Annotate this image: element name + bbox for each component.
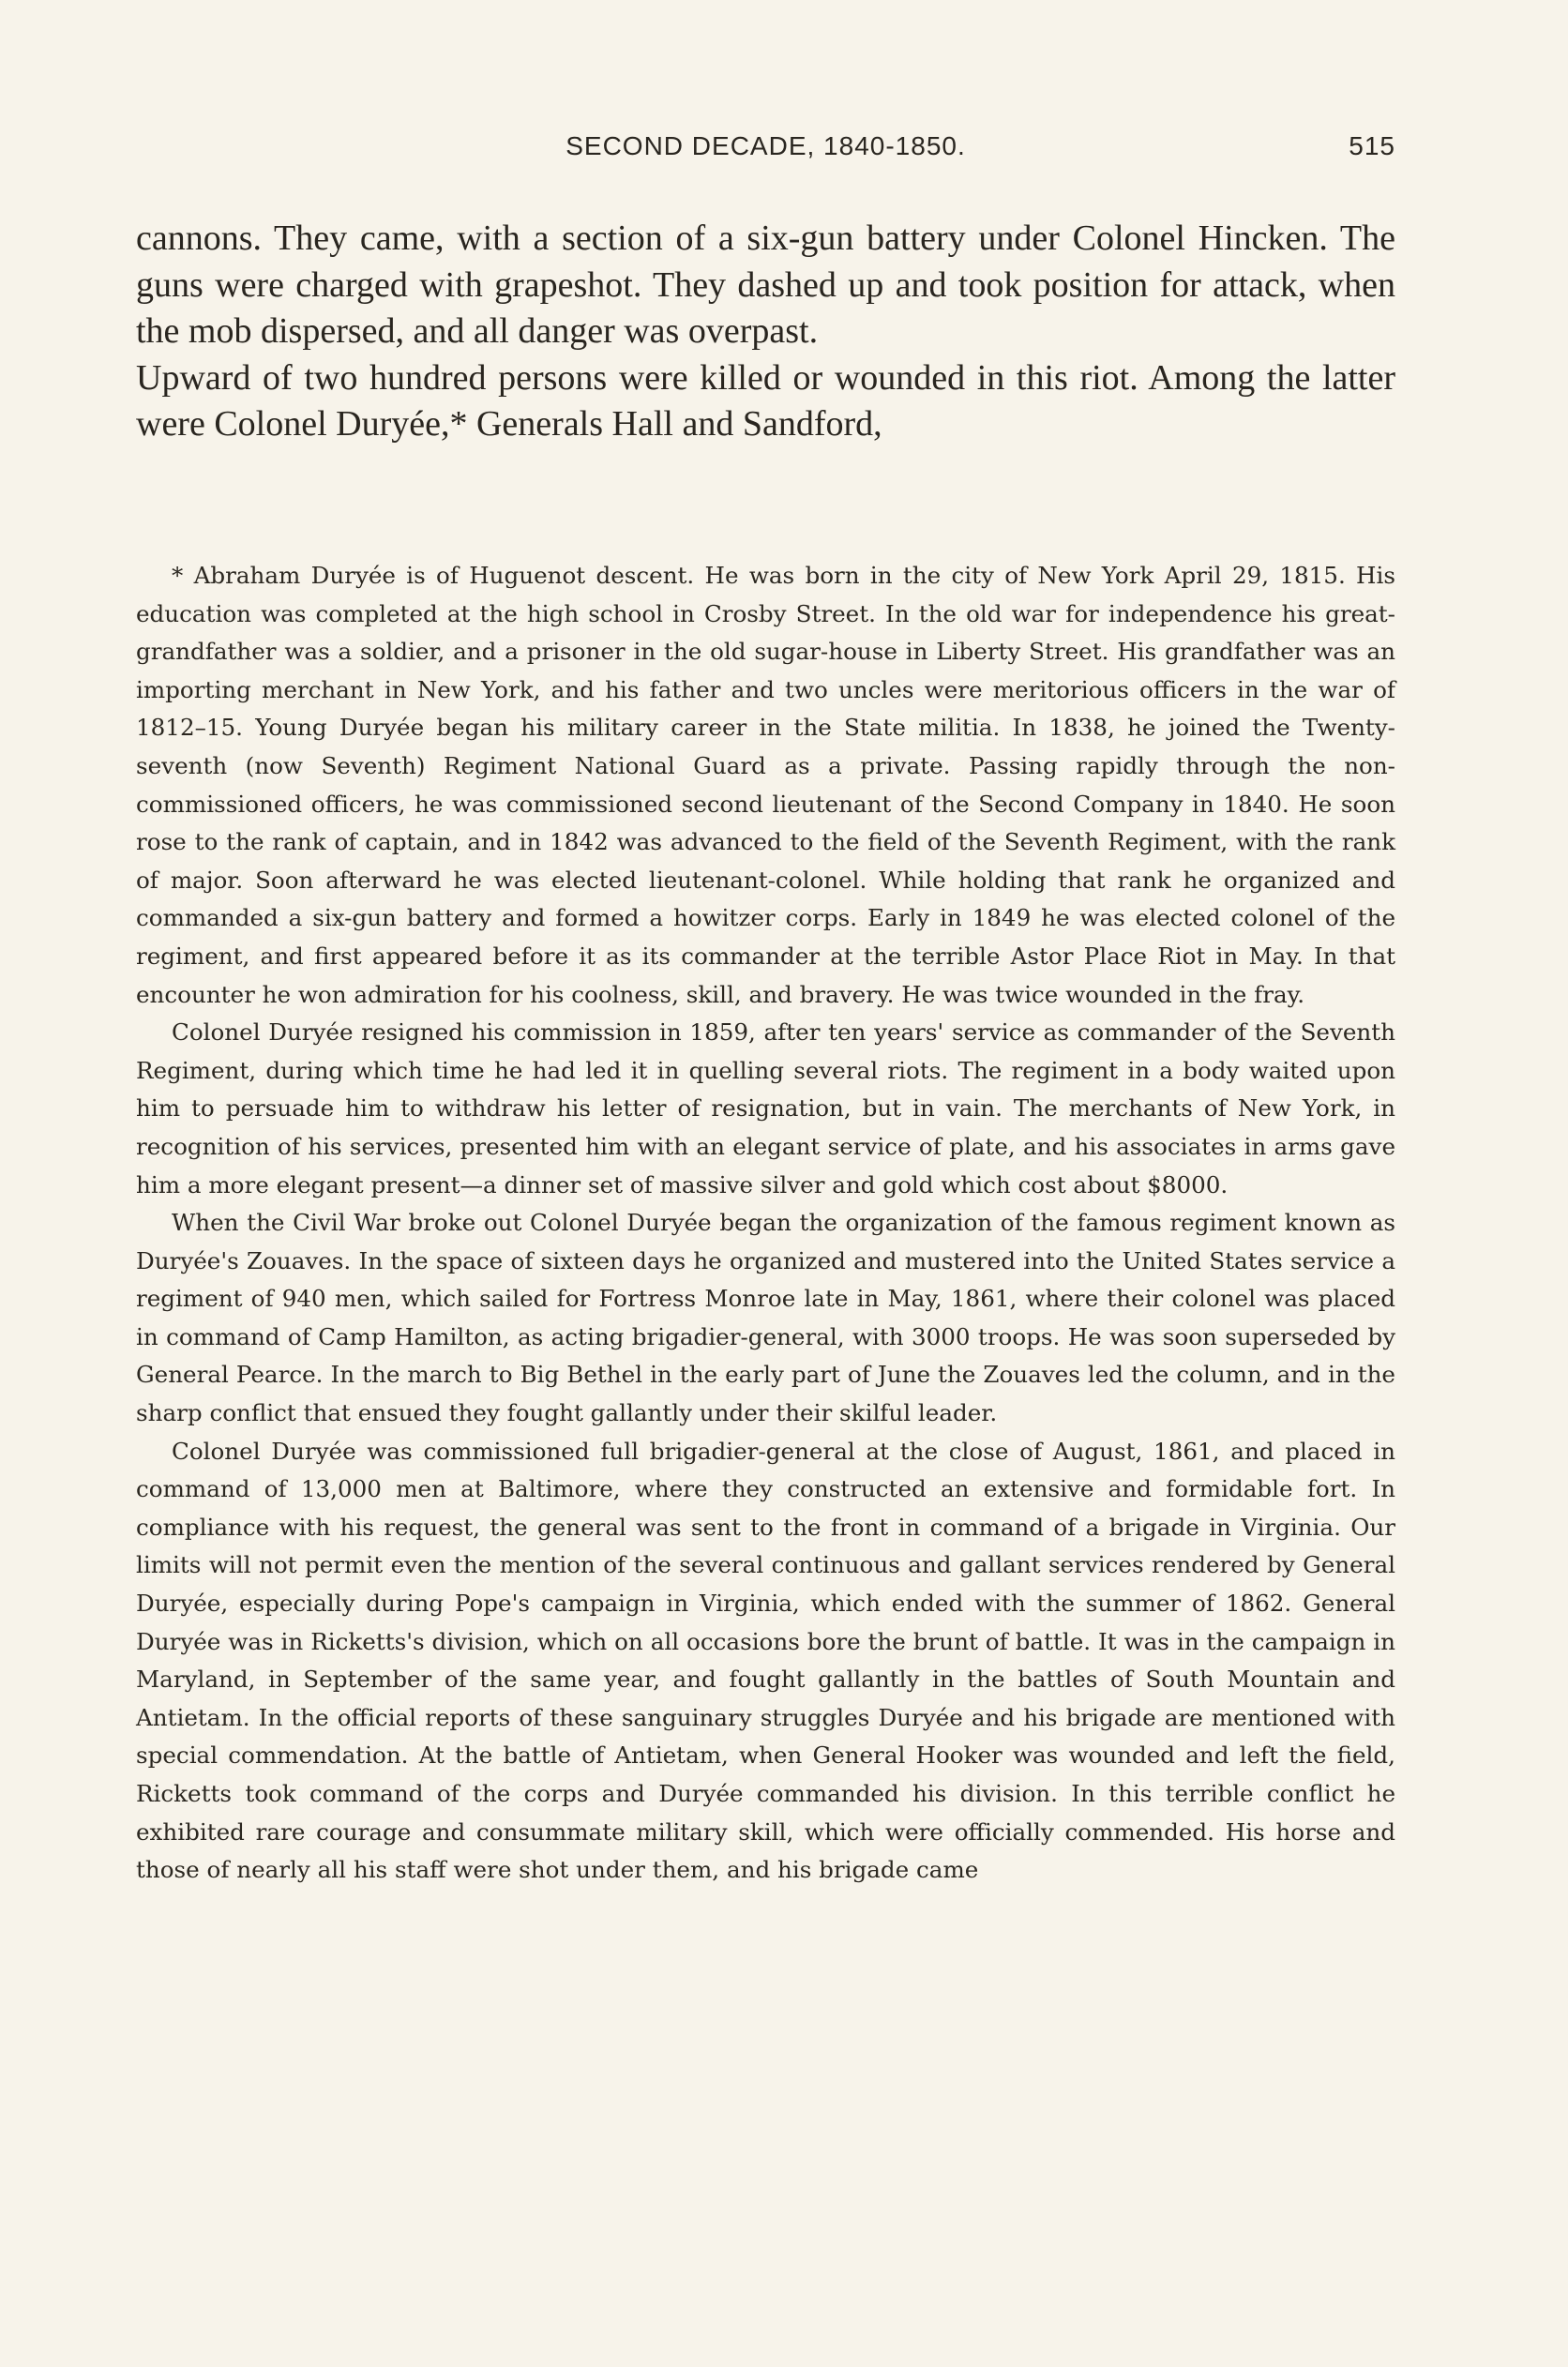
footnote-paragraph-3: When the Civil War broke out Colonel Duryée began the organization of the famous regiment known as Duryée's Zouaves. In the space of sixteen days he organized and mustered into the United States service a regiment of 940 men, which sailed for Fortress Monroe late in May, 1861, where their colonel was placed in command of Camp Hamilton, as acting brigadier-general, with 3000 troops. He was soon superseded by General Pearce. In the march to Big Bethel in the early part of June the Zouaves led the column, and in the sharp conflict that ensued they fought gallantly under their skilful leader. <box>136 1209 1395 1427</box>
footnote-paragraph-4: Colonel Duryée was commissioned full brigadier-general at the close of August, 1861, and placed in command of 13,000 men at Baltimore, where they constructed an extensive and formidable fort. In compliance with his request, the general was sent to the front in command of a brigade in Virginia. Our limits will not permit even the mention of the several continuous and gallant services rendered by General Duryée, especially during Pope's campaign in Virginia, which ended with the summer of 1862. General Duryée was in Ricketts's division, which on all occasions bore the brunt of battle. It was in the campaign in Maryland, in September of the same year, and fought gallantly in the battles of South Mountain and Antietam. In the official reports of these sanguinary struggles Duryée and his brigade are mentioned with special commendation. At the battle of Antietam, when General Hooker was wounded and left the field, Ricketts took command of the corps and Duryée commanded his division. In this terrible conflict he exhibited rare courage and consummate military skill, which were officially commended. His horse and those of nearly all his staff were shot under them, and his brigade came <box>136 1437 1395 1884</box>
footnote-paragraph-1: * Abraham Duryée is of Huguenot descent. He was born in the city of New York April 29, 1815. His education was completed at the high school in Crosby Street. In the old war for independence his great-grandfather was a soldier, and a prisoner in the old sugar-house in Liberty Street. His grandfather was an importing merchant in New York, and his father and two uncles were meritorious officers in the war of 1812–15. Young Duryée began his military career in the State militia. In 1838, he joined the Twenty-seventh (now Seventh) Regiment National Guard as a private. Passing rapidly through the non-commissioned officers, he was commissioned second lieutenant of the Second Company in 1840. He soon rose to the rank of captain, and in 1842 was advanced to the field of the Seventh Regiment, with the rank of major. Soon afterward he was elected lieutenant-colonel. While holding that rank he organized and commanded a six-gun battery and formed a howitzer corps. Early in 1849 he was elected colonel of the regiment, and first appeared before it as its commander at the terrible Astor Place Riot in May. In that encounter he won admiration for his coolness, skill, and bravery. He was twice wounded in the fray. <box>136 562 1395 1008</box>
footnote-paragraph-2: Colonel Duryée resigned his commission in 1859, after ten years' service as commander of the Seventh Regiment, during which time he had led it in quelling several riots. The regiment in a body waited upon him to persuade him to withdraw his letter of resignation, but in vain. The merchants of New York, in recognition of his services, presented him with an elegant service of plate, and his associates in arms gave him a more elegant present—a dinner set of massive silver and gold which cost about $8000. <box>136 1018 1395 1199</box>
body-paragraph-2: Upward of two hundred persons were killed or wounded in this riot. Among the latter were Colonel Duryée,* Generals Hall and Sandford, <box>136 357 1395 444</box>
running-header <box>136 131 1395 173</box>
body-paragraph-1: cannons. They came, with a section of a six-gun battery under Colonel Hincken. The guns were charged with grapeshot. They dashed up and took position for attack, when the mob dispersed, and all danger was overpast. <box>136 219 1395 351</box>
footnote <box>136 557 1395 1890</box>
body-text <box>136 216 1395 448</box>
running-title: SECOND DECADE, 1840-1850. <box>565 131 966 160</box>
page-number: 515 <box>1349 131 1395 160</box>
